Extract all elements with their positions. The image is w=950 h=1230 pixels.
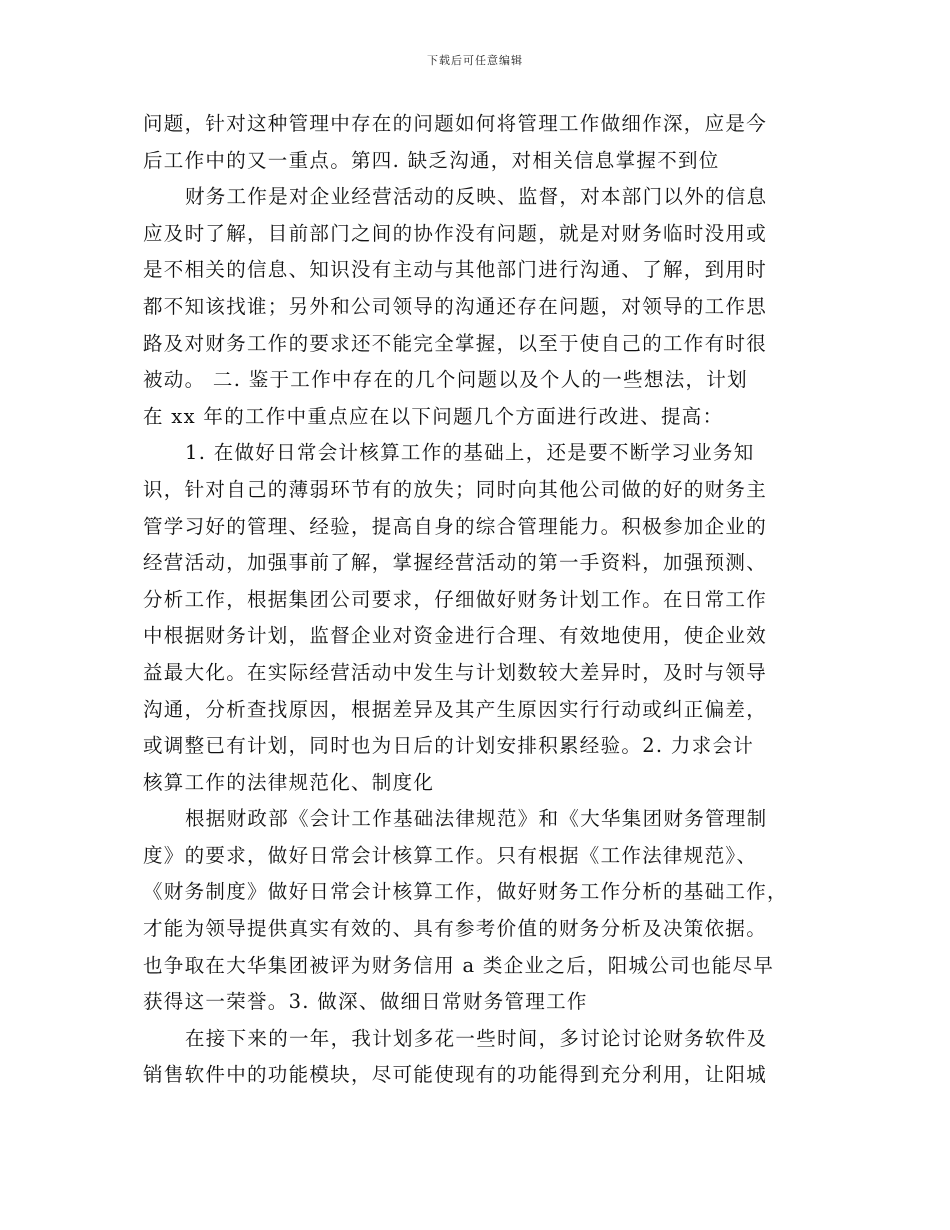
text-line: 在 xx 年的工作中重点应在以下问题几个方面进行改进、提高：: [143, 404, 724, 428]
text-line: 中根据财务计划，监督企业对资金进行合理、有效地使用，使企业效: [143, 624, 768, 648]
text-line: 根据财政部《会计工作基础法律规范》和《大华集团财务管理制: [185, 807, 768, 831]
text-line: 被动。 二. 鉴于工作中存在的几个问题以及个人的一些想法，计划: [143, 368, 748, 392]
text-line: 《财务制度》做好日常会计核算工作，做好财务工作分析的基础工作，: [143, 880, 788, 904]
text-line: 识，针对自己的薄弱环节有的放失；同时向其他公司做的好的财务主: [143, 477, 768, 501]
text-line: 销售软件中的功能模块，尽可能使现有的功能得到充分利用，让阳城: [143, 1063, 768, 1087]
text-line: 问题，针对这种管理中存在的问题如何将管理工作做细作深，应是今: [143, 112, 768, 135]
text-line: 经营活动，加强事前了解，掌握经营活动的第一手资料，加强预测、: [143, 551, 768, 575]
text-line: 获得这一荣誉。3. 做深、做细日常财务管理工作: [143, 990, 588, 1014]
text-line: 财务工作是对企业经营活动的反映、监督，对本部门以外的信息: [185, 185, 768, 209]
text-line: 也争取在大华集团被评为财务信用 a 类企业之后，阳城公司也能尽早: [143, 953, 775, 977]
text-line: 度》的要求，做好日常会计核算工作。只有根据《工作法律规范》、: [143, 843, 758, 867]
text-line: 是不相关的信息、知识没有主动与其他部门进行沟通、了解，到用时: [143, 258, 768, 282]
text-line: 都不知该找谁；另外和公司领导的沟通还存在问题，对领导的工作思: [143, 294, 768, 318]
text-line: 后工作中的又一重点。第四. 缺乏沟通，对相关信息掌握不到位: [143, 148, 720, 172]
text-line: 在接下来的一年，我计划多花一些时间，多讨论讨论财务软件及: [185, 1026, 768, 1050]
text-line: 或调整已有计划，同时也为日后的计划安排积累经验。2. 力求会计: [143, 734, 755, 758]
document-body: [143, 106, 807, 1094]
text-line: 核算工作的法律规范化、制度化: [143, 770, 435, 794]
text-line: 益最大化。在实际经营活动中发生与计划数较大差异时，及时与领导: [143, 660, 768, 684]
text-line: 沟通，分析查找原因，根据差异及其产生原因实行行动或纠正偏差，: [143, 697, 768, 721]
text-line: 才能为领导提供真实有效的、具有参考价值的财务分析及决策依据。: [143, 917, 768, 941]
page-header: 下载后可任意编辑: [427, 54, 523, 67]
text-line: 路及对财务工作的要求还不能完全掌握，以至于使自己的工作有时很: [143, 331, 768, 355]
text-line: 分析工作，根据集团公司要求，仔细做好财务计划工作。在日常工作: [143, 587, 768, 611]
text-line: 管学习好的管理、经验，提高自身的综合管理能力。积极参加企业的: [143, 514, 768, 538]
text-line: 应及时了解，目前部门之间的协作没有问题，就是对财务临时没用或: [143, 221, 768, 245]
text-line: 1. 在做好日常会计核算工作的基础上，还是要不断学习业务知: [185, 441, 755, 465]
